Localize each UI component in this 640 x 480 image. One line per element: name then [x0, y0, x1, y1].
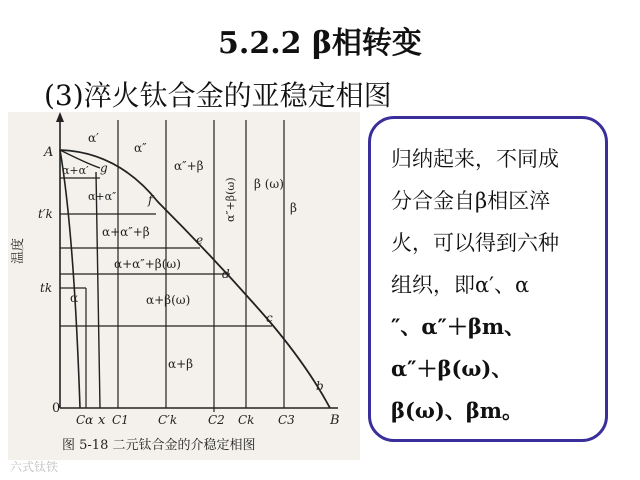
summary-line-7: β(ω)、βm。 — [391, 398, 523, 423]
point-f: f — [148, 193, 153, 207]
x-tick-ck-prime: C′k — [158, 413, 178, 427]
curve-x — [96, 172, 100, 408]
slide-subtitle: (3)淬火钛合金的亚稳定相图 — [44, 79, 392, 112]
x-tick-c1: C1 — [112, 413, 129, 427]
summary-line-4: 组织，即α′、α — [391, 273, 530, 297]
region-beta-omega: β (ω) — [254, 177, 284, 191]
summary-line-1: 归纳起来，不同成 — [391, 147, 559, 171]
point-b: b — [316, 379, 324, 393]
summary-line-6: α″＋β(ω)、 — [391, 356, 513, 381]
label-A: A — [44, 145, 54, 160]
summary-line-3: 火，可以得到六种 — [391, 231, 559, 255]
phase-diagram-svg — [8, 112, 360, 460]
label-tk: tk — [40, 281, 53, 295]
label-B: B — [330, 413, 340, 428]
region-alpha-dprime: α″ — [134, 141, 147, 155]
x-tick-c-alpha: Cα — [76, 413, 94, 427]
region-alpha-alpha-prime: α+α′ — [62, 164, 89, 177]
region-alpha: α — [70, 291, 79, 305]
point-e: e — [196, 233, 204, 247]
beta-transus-curve — [60, 150, 330, 408]
figure-caption: 图 5-18 二元钛合金的介稳定相图 — [62, 438, 256, 453]
region-alpha-dprime-beta-omega-vertical: α″+β(ω) — [224, 177, 237, 222]
region-alpha-alpha-dprime-beta: α+α″+β — [102, 225, 150, 239]
region-alpha-beta-omega: α+β(ω) — [146, 293, 191, 307]
watermark: 六式钛铁 — [10, 460, 59, 474]
summary-box — [368, 116, 608, 442]
y-axis-arrow — [56, 112, 64, 122]
label-origin: 0 — [52, 401, 61, 416]
alpha-solvus-curve — [60, 150, 80, 408]
label-x: x — [98, 413, 106, 428]
region-alpha-dprime-beta: α″+β — [174, 159, 204, 173]
point-d: d — [222, 267, 230, 281]
label-tk-prime: t′k — [38, 207, 53, 221]
region-alpha-prime: α′ — [88, 131, 99, 145]
x-tick-c3: C3 — [278, 413, 295, 427]
region-alpha-beta: α+β — [168, 357, 194, 371]
region-alpha-alpha-dprime-beta-omega: α+α″+β(ω) — [114, 257, 181, 271]
phase-diagram-figure — [8, 112, 360, 460]
summary-line-5: ″、α″＋βm、 — [391, 314, 526, 339]
point-c: c — [266, 311, 273, 325]
summary-line-2: 分合金自β相区淬 — [391, 189, 551, 213]
y-axis-label: 温度 — [11, 237, 26, 264]
region-alpha-alpha-dprime: α+α″ — [88, 190, 117, 203]
region-beta: β — [290, 201, 297, 215]
x-tick-c2: C2 — [208, 413, 225, 427]
slide-title: 5.2.2 β相转变 — [218, 26, 422, 61]
x-tick-ck: Ck — [238, 413, 255, 427]
point-g: g — [100, 161, 108, 175]
